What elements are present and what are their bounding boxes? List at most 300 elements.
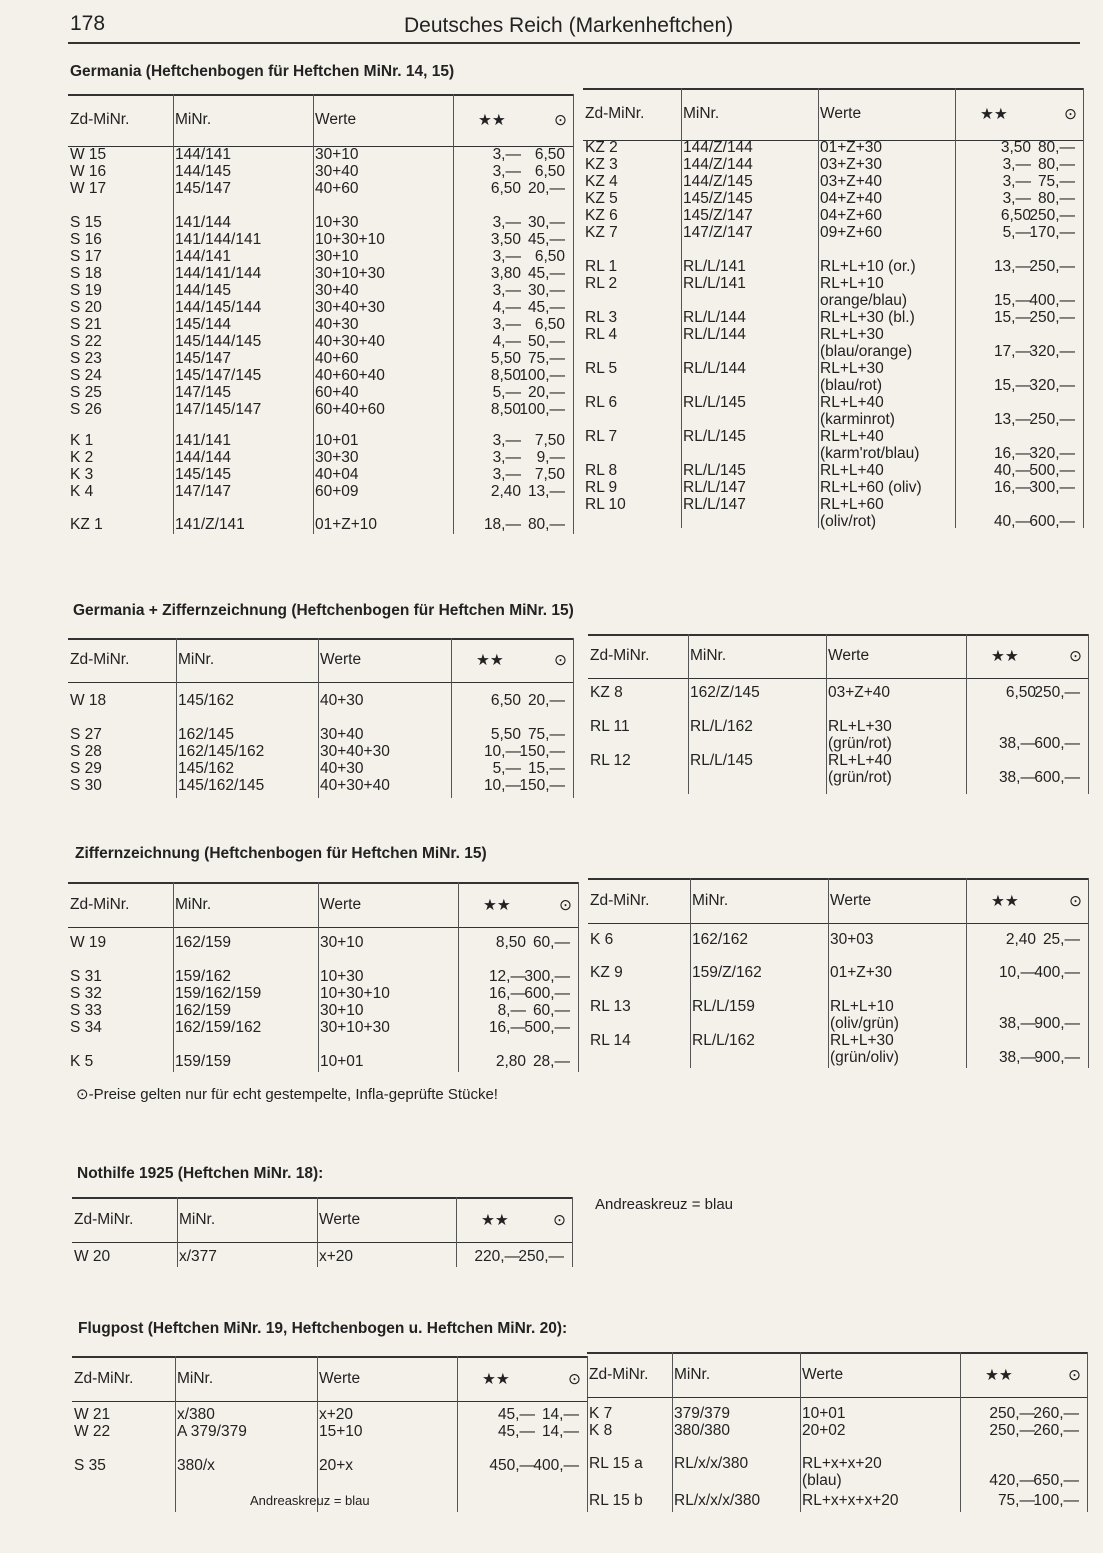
- column-divider: [317, 1356, 318, 1512]
- werte-cell: 60+40: [315, 384, 359, 401]
- zd-minr-cell: RL 11: [590, 718, 630, 735]
- minr-cell: 159/162/159: [175, 985, 262, 1002]
- minr-cell: 147/145: [175, 384, 232, 401]
- column-header-werte: Werte: [820, 105, 862, 122]
- zd-minr-cell: K 8: [589, 1422, 613, 1439]
- mint-price-cell: 8,—: [497, 1002, 526, 1019]
- used-price-cell: 60,—: [532, 934, 570, 951]
- column-header-mint: ★★: [476, 652, 504, 669]
- used-price-cell: 80,—: [527, 516, 565, 533]
- zd-minr-cell: S 20: [70, 299, 102, 316]
- mint-price-cell: 3,—: [492, 248, 521, 265]
- used-price-cell: 25,—: [1042, 931, 1080, 948]
- mint-price-cell: 10,—: [483, 743, 521, 760]
- column-divider: [826, 634, 827, 794]
- mint-price-cell: 15,—: [993, 377, 1031, 394]
- werte-cell: 30+40+30: [315, 299, 385, 316]
- mint-price-cell: 3,—: [492, 214, 521, 231]
- used-price-cell: 45,—: [527, 265, 565, 282]
- werte-cell: RL+L+10 (or.): [820, 258, 916, 275]
- table-header: [587, 1352, 1087, 1398]
- minr-cell: RL/L/162: [692, 1032, 755, 1049]
- minr-cell: 141/141: [175, 432, 232, 449]
- used-price-cell: 600,—: [524, 985, 570, 1002]
- werte-cell: 40+30: [320, 692, 364, 709]
- column-header-zd: Zd-MiNr.: [585, 105, 645, 122]
- table-header: [68, 94, 573, 147]
- used-price-cell: 6,50: [534, 248, 565, 265]
- mint-price-cell: 8,50: [490, 401, 521, 418]
- mint-price-cell: 220,—: [474, 1248, 520, 1265]
- zd-minr-cell: RL 12: [590, 752, 631, 769]
- column-header-zd: Zd-MiNr.: [74, 1369, 134, 1387]
- used-price-cell: 45,—: [527, 299, 565, 316]
- minr-cell: 145/162: [178, 760, 235, 777]
- column-header-zd: Zd-MiNr.: [70, 111, 130, 128]
- section-title-ziffernzeichnung: Ziffernzeichnung (Heftchenbogen für Heftchen MiNr. 15): [75, 845, 487, 862]
- column-header-used: ⊙: [1069, 892, 1082, 910]
- mint-price-cell: 5,—: [1002, 224, 1031, 241]
- mint-price-cell: 3,—: [1002, 156, 1031, 173]
- column-divider: [1083, 88, 1084, 528]
- mint-price-cell: 4,—: [492, 299, 521, 316]
- werte-cell: 20+x: [319, 1457, 354, 1474]
- column-header-zd: Zd-MiNr.: [70, 895, 130, 913]
- column-header-mint: ★★: [482, 1370, 510, 1388]
- used-price-cell: 75,—: [1037, 173, 1075, 190]
- werte-cell: 40+30: [315, 316, 359, 333]
- used-price-cell: 30,—: [527, 214, 565, 231]
- werte-cell: RL+L+40: [820, 394, 884, 411]
- table-nothilfe: [72, 1197, 572, 1267]
- zd-minr-cell: RL 7: [585, 428, 618, 445]
- used-price-cell: 7,50: [534, 466, 565, 483]
- column-divider: [177, 1197, 178, 1267]
- used-price-cell: 600,—: [1029, 513, 1075, 530]
- zd-minr-cell: K 4: [70, 483, 94, 500]
- table-header: [583, 88, 1083, 141]
- table-ziffern-right: [588, 878, 1088, 1068]
- werte-cell: RL+L+30 (bl.): [820, 309, 915, 326]
- minr-cell: 145/144/145: [175, 333, 262, 350]
- werte-cell: RL+L+10: [820, 275, 884, 292]
- column-divider: [318, 638, 319, 798]
- column-header-minr: MiNr.: [177, 1369, 214, 1387]
- column-header-used: ⊙: [1064, 106, 1077, 123]
- zd-minr-cell: K 6: [590, 931, 614, 948]
- used-price-cell: 320,—: [1029, 445, 1075, 462]
- minr-cell: RL/L/147: [683, 479, 746, 496]
- minr-cell: RL/L/144: [683, 309, 746, 326]
- column-divider: [690, 878, 691, 1068]
- column-divider: [578, 882, 579, 1072]
- werte-cell: (grün/rot): [828, 769, 892, 786]
- table-flugpost-right: [587, 1352, 1087, 1512]
- mint-price-cell: 15,—: [993, 292, 1031, 309]
- column-header-zd: Zd-MiNr.: [74, 1210, 134, 1228]
- mint-price-cell: 6,50: [1005, 684, 1036, 701]
- mint-price-cell: 5,50: [490, 726, 521, 743]
- zd-minr-cell: S 26: [70, 401, 102, 418]
- column-divider: [1088, 878, 1089, 1068]
- zd-minr-cell: W 21: [74, 1406, 111, 1423]
- column-header-werte: Werte: [319, 1369, 361, 1387]
- table-header: [588, 634, 1088, 679]
- mint-price-cell: 3,—: [492, 449, 521, 466]
- mint-price-cell: 3,—: [492, 466, 521, 483]
- werte-cell: RL+L+30: [820, 360, 884, 377]
- zd-minr-cell: S 33: [70, 1002, 102, 1019]
- minr-cell: 144/145: [175, 282, 232, 299]
- column-header-used: ⊙: [559, 896, 572, 914]
- column-divider: [173, 94, 174, 534]
- table-germania-ziffern-left: [68, 638, 573, 798]
- mint-price-cell: 8,50: [490, 367, 521, 384]
- header-rule: [68, 42, 1080, 44]
- werte-cell: (grün/rot): [828, 735, 892, 752]
- minr-cell: 145/147: [175, 180, 232, 197]
- zd-minr-cell: S 25: [70, 384, 102, 401]
- column-header-mint: ★★: [478, 112, 506, 129]
- mint-price-cell: 16,—: [488, 1019, 526, 1036]
- column-divider: [318, 882, 319, 1072]
- andreaskreuz-note-2: Andreaskreuz = blau: [250, 1493, 370, 1508]
- column-header-minr: MiNr.: [175, 111, 212, 128]
- zd-minr-cell: RL 1: [585, 258, 618, 275]
- werte-cell: x+20: [319, 1406, 354, 1423]
- mint-price-cell: 3,—: [492, 146, 521, 163]
- table-header: [72, 1356, 587, 1402]
- used-price-cell: 14,—: [541, 1423, 579, 1440]
- andreaskreuz-note-1: Andreaskreuz = blau: [595, 1196, 734, 1213]
- used-price-cell: 320,—: [1029, 343, 1075, 360]
- section-title-germania-ziffern: Germania + Ziffernzeichnung (Heftchenbogen für Heftchen MiNr. 15): [73, 602, 574, 619]
- used-price-cell: 250,—: [1029, 258, 1075, 275]
- column-header-zd: Zd-MiNr.: [70, 651, 130, 668]
- page-number: 178: [70, 12, 106, 35]
- used-price-cell: 80,—: [1037, 156, 1075, 173]
- mint-price-cell: 5,—: [492, 760, 521, 777]
- werte-cell: RL+x+x+x+20: [802, 1492, 899, 1509]
- zd-minr-cell: K 7: [589, 1405, 613, 1422]
- column-header-minr: MiNr.: [179, 1210, 216, 1228]
- werte-cell: 30+10+30: [315, 265, 385, 282]
- werte-cell: 20+02: [802, 1422, 846, 1439]
- zd-minr-cell: RL 10: [585, 496, 626, 513]
- table-flugpost-left: [72, 1356, 587, 1512]
- werte-cell: 01+Z+10: [315, 516, 378, 533]
- column-header-werte: Werte: [802, 1365, 844, 1383]
- column-header-minr: MiNr.: [690, 647, 727, 664]
- minr-cell: 144/141: [175, 146, 232, 163]
- werte-cell: RL+L+10: [830, 998, 894, 1015]
- werte-cell: 03+Z+30: [820, 156, 883, 173]
- werte-cell: 03+Z+40: [828, 684, 891, 701]
- column-divider: [173, 882, 174, 1072]
- minr-cell: 141/Z/141: [175, 516, 245, 533]
- werte-cell: 40+04: [315, 466, 359, 483]
- werte-cell: 15+10: [319, 1423, 363, 1440]
- used-price-cell: 320,—: [1029, 377, 1075, 394]
- used-price-cell: 60,—: [532, 1002, 570, 1019]
- minr-cell: 144/Z/145: [683, 173, 753, 190]
- werte-cell: RL+L+30: [828, 718, 892, 735]
- werte-cell: (oliv/grün): [830, 1015, 899, 1032]
- mint-price-cell: 6,50: [1000, 207, 1031, 224]
- section-title-germania: Germania (Heftchenbogen für Heftchen MiNr. 14, 15): [70, 63, 455, 80]
- werte-cell: 04+Z+60: [820, 207, 883, 224]
- werte-cell: 01+Z+30: [820, 139, 883, 156]
- column-header-used: ⊙: [1068, 1366, 1081, 1384]
- mint-price-cell: 4,—: [492, 333, 521, 350]
- column-header-minr: MiNr.: [692, 891, 729, 909]
- werte-cell: 30+10+30: [320, 1019, 390, 1036]
- werte-cell: (grün/oliv): [830, 1049, 899, 1066]
- zd-minr-cell: W 16: [70, 163, 107, 180]
- column-divider: [1087, 1352, 1088, 1512]
- table-header: [72, 1197, 572, 1243]
- zd-minr-cell: S 35: [74, 1457, 106, 1474]
- used-price-cell: 250,—: [1034, 684, 1080, 701]
- zd-minr-cell: KZ 7: [585, 224, 618, 241]
- werte-cell: 30+40: [315, 282, 359, 299]
- mint-price-cell: 420,—: [989, 1472, 1035, 1489]
- werte-cell: 60+40+60: [315, 401, 385, 418]
- zd-minr-cell: K 2: [70, 449, 94, 466]
- minr-cell: x/377: [179, 1248, 217, 1265]
- werte-cell: RL+L+30: [820, 326, 884, 343]
- zd-minr-cell: S 24: [70, 367, 102, 384]
- mint-price-cell: 12,—: [488, 968, 526, 985]
- werte-cell: 10+01: [315, 432, 359, 449]
- mint-price-cell: 5,50: [490, 350, 521, 367]
- zd-minr-cell: RL 15 a: [589, 1455, 643, 1472]
- used-price-cell: 75,—: [527, 350, 565, 367]
- werte-cell: 30+03: [830, 931, 874, 948]
- mint-price-cell: 45,—: [497, 1406, 535, 1423]
- mint-price-cell: 3,—: [492, 316, 521, 333]
- werte-cell: 10+30+10: [315, 231, 385, 248]
- mint-price-cell: 15,—: [993, 309, 1031, 326]
- minr-cell: 162/Z/145: [690, 684, 760, 701]
- used-price-cell: 900,—: [1034, 1049, 1080, 1066]
- used-price-cell: 260,—: [1033, 1405, 1079, 1422]
- mint-price-cell: 18,—: [483, 516, 521, 533]
- minr-cell: RL/L/145: [683, 428, 746, 445]
- column-header-zd: Zd-MiNr.: [590, 891, 650, 909]
- used-price-cell: 400,—: [1029, 292, 1075, 309]
- minr-cell: 379/379: [674, 1405, 731, 1422]
- used-price-cell: 500,—: [524, 1019, 570, 1036]
- minr-cell: 162/145/162: [178, 743, 265, 760]
- minr-cell: 144/141/144: [175, 265, 262, 282]
- column-header-minr: MiNr.: [683, 105, 720, 122]
- minr-cell: 144/141: [175, 248, 232, 265]
- werte-cell: 30+10: [320, 934, 364, 951]
- column-divider: [681, 88, 682, 528]
- mint-price-cell: 17,—: [993, 343, 1031, 360]
- used-price-cell: 13,—: [527, 483, 565, 500]
- zd-minr-cell: S 17: [70, 248, 102, 265]
- stamp-price-note: ⊙-Preise gelten nur für echt gestempelte, Infla-geprüfte Stücke!: [76, 1086, 498, 1103]
- column-header-mint: ★★: [481, 1211, 509, 1229]
- zd-minr-cell: RL 4: [585, 326, 618, 343]
- column-divider: [313, 94, 314, 534]
- zd-minr-cell: KZ 9: [590, 964, 623, 981]
- minr-cell: RL/x/x/380: [674, 1455, 749, 1472]
- column-header-minr: MiNr.: [178, 651, 215, 668]
- mint-price-cell: 250,—: [989, 1405, 1035, 1422]
- mint-price-cell: 3,—: [492, 432, 521, 449]
- mint-price-cell: 40,—: [993, 462, 1031, 479]
- used-price-cell: 250,—: [1029, 411, 1075, 428]
- table-germania-left: [68, 94, 573, 534]
- minr-cell: 144/Z/144: [683, 139, 753, 156]
- used-price-cell: 15,—: [527, 760, 565, 777]
- mint-price-cell: 2,80: [495, 1053, 526, 1070]
- used-price-cell: 7,50: [534, 432, 565, 449]
- column-divider: [672, 1352, 673, 1512]
- used-price-cell: 75,—: [527, 726, 565, 743]
- minr-cell: 162/145: [178, 726, 235, 743]
- mint-price-cell: 40,—: [993, 513, 1031, 530]
- minr-cell: 145/147/145: [175, 367, 262, 384]
- column-header-used: ⊙: [553, 1211, 566, 1229]
- zd-minr-cell: KZ 2: [585, 139, 618, 156]
- minr-cell: RL/L/159: [692, 998, 755, 1015]
- used-price-cell: 400,—: [533, 1457, 579, 1474]
- werte-cell: (blau): [802, 1472, 842, 1489]
- minr-cell: 145/162: [178, 692, 235, 709]
- minr-cell: 145/144: [175, 316, 232, 333]
- werte-cell: RL+L+40: [820, 462, 884, 479]
- minr-cell: 380/380: [674, 1422, 731, 1439]
- column-header-werte: Werte: [319, 1210, 361, 1228]
- mint-price-cell: 10,—: [483, 777, 521, 794]
- mint-price-cell: 3,—: [1002, 173, 1031, 190]
- werte-cell: RL+L+60 (oliv): [820, 479, 922, 496]
- table-germania-right: [583, 88, 1083, 528]
- mint-price-cell: 13,—: [993, 258, 1031, 275]
- minr-cell: 159/Z/162: [692, 964, 762, 981]
- werte-cell: 10+01: [320, 1053, 364, 1070]
- mint-price-cell: 3,—: [492, 282, 521, 299]
- column-header-werte: Werte: [830, 891, 872, 909]
- werte-cell: 40+30: [320, 760, 364, 777]
- used-price-cell: 20,—: [527, 384, 565, 401]
- used-price-cell: 250,—: [1029, 207, 1075, 224]
- zd-minr-cell: W 15: [70, 146, 107, 163]
- used-price-cell: 500,—: [1029, 462, 1075, 479]
- minr-cell: RL/L/145: [683, 462, 746, 479]
- used-price-cell: 900,—: [1034, 1015, 1080, 1032]
- minr-cell: 162/159/162: [175, 1019, 262, 1036]
- mint-price-cell: 13,—: [993, 411, 1031, 428]
- mint-price-cell: 450,—: [489, 1457, 535, 1474]
- minr-cell: 159/162: [175, 968, 232, 985]
- zd-minr-cell: RL 6: [585, 394, 618, 411]
- minr-cell: 141/144: [175, 214, 232, 231]
- mint-price-cell: 2,40: [1005, 931, 1036, 948]
- minr-cell: 145/145: [175, 466, 232, 483]
- zd-minr-cell: S 29: [70, 760, 102, 777]
- used-price-cell: 150,—: [519, 743, 565, 760]
- column-header-minr: MiNr.: [175, 895, 212, 913]
- zd-minr-cell: S 30: [70, 777, 102, 794]
- mint-price-cell: 3,50: [490, 231, 521, 248]
- used-price-cell: 600,—: [1034, 769, 1080, 786]
- column-divider: [573, 638, 574, 798]
- used-price-cell: 50,—: [527, 333, 565, 350]
- minr-cell: 144/145: [175, 163, 232, 180]
- werte-cell: 30+10: [320, 1002, 364, 1019]
- werte-cell: (blau/orange): [820, 343, 913, 360]
- mint-price-cell: 38,—: [998, 1015, 1036, 1032]
- zd-minr-cell: RL 14: [590, 1032, 631, 1049]
- mint-price-cell: 2,40: [490, 483, 521, 500]
- used-price-cell: 600,—: [1034, 735, 1080, 752]
- zd-minr-cell: S 28: [70, 743, 102, 760]
- column-header-used: ⊙: [554, 652, 567, 669]
- used-price-cell: 300,—: [524, 968, 570, 985]
- werte-cell: RL+L+40: [820, 428, 884, 445]
- werte-cell: 10+30: [320, 968, 364, 985]
- minr-cell: 159/159: [175, 1053, 232, 1070]
- column-header-mint: ★★: [483, 896, 511, 914]
- minr-cell: 145/162/145: [178, 777, 265, 794]
- column-header-werte: Werte: [828, 647, 870, 664]
- column-divider: [176, 638, 177, 798]
- minr-cell: RL/L/144: [683, 326, 746, 343]
- zd-minr-cell: RL 15 b: [589, 1492, 643, 1509]
- column-header-zd: Zd-MiNr.: [589, 1365, 649, 1383]
- werte-cell: 30+40+30: [320, 743, 390, 760]
- zd-minr-cell: KZ 8: [590, 684, 623, 701]
- werte-cell: 40+60: [315, 350, 359, 367]
- column-divider: [828, 878, 829, 1068]
- column-header-used: ⊙: [568, 1370, 581, 1388]
- column-header-mint: ★★: [980, 106, 1008, 123]
- mint-price-cell: 16,—: [993, 479, 1031, 496]
- zd-minr-cell: W 20: [74, 1248, 111, 1265]
- column-header-mint: ★★: [991, 892, 1019, 910]
- column-divider: [818, 88, 819, 528]
- werte-cell: 60+09: [315, 483, 359, 500]
- werte-cell: 30+30: [315, 449, 359, 466]
- minr-cell: RL/L/141: [683, 275, 746, 292]
- used-price-cell: 6,50: [534, 146, 565, 163]
- zd-minr-cell: S 16: [70, 231, 102, 248]
- used-price-cell: 100,—: [519, 401, 565, 418]
- minr-cell: RL/L/162: [690, 718, 753, 735]
- minr-cell: 144/144: [175, 449, 232, 466]
- werte-cell: 03+Z+40: [820, 173, 883, 190]
- werte-cell: RL+L+30: [830, 1032, 894, 1049]
- section-title-flugpost: Flugpost (Heftchen MiNr. 19, Heftchenbogen u. Heftchen MiNr. 20):: [78, 1320, 568, 1337]
- mint-price-cell: 38,—: [998, 769, 1036, 786]
- minr-cell: RL/x/x/x/380: [674, 1492, 761, 1509]
- werte-cell: (oliv/rot): [820, 513, 876, 530]
- used-price-cell: 6,50: [534, 316, 565, 333]
- used-price-cell: 170,—: [1029, 224, 1075, 241]
- mint-price-cell: 8,50: [495, 934, 526, 951]
- zd-minr-cell: S 23: [70, 350, 102, 367]
- werte-cell: 30+10: [315, 248, 359, 265]
- mint-price-cell: 75,—: [997, 1492, 1035, 1509]
- used-price-cell: 9,—: [536, 449, 565, 466]
- werte-cell: (karminrot): [820, 411, 895, 428]
- zd-minr-cell: K 1: [70, 432, 94, 449]
